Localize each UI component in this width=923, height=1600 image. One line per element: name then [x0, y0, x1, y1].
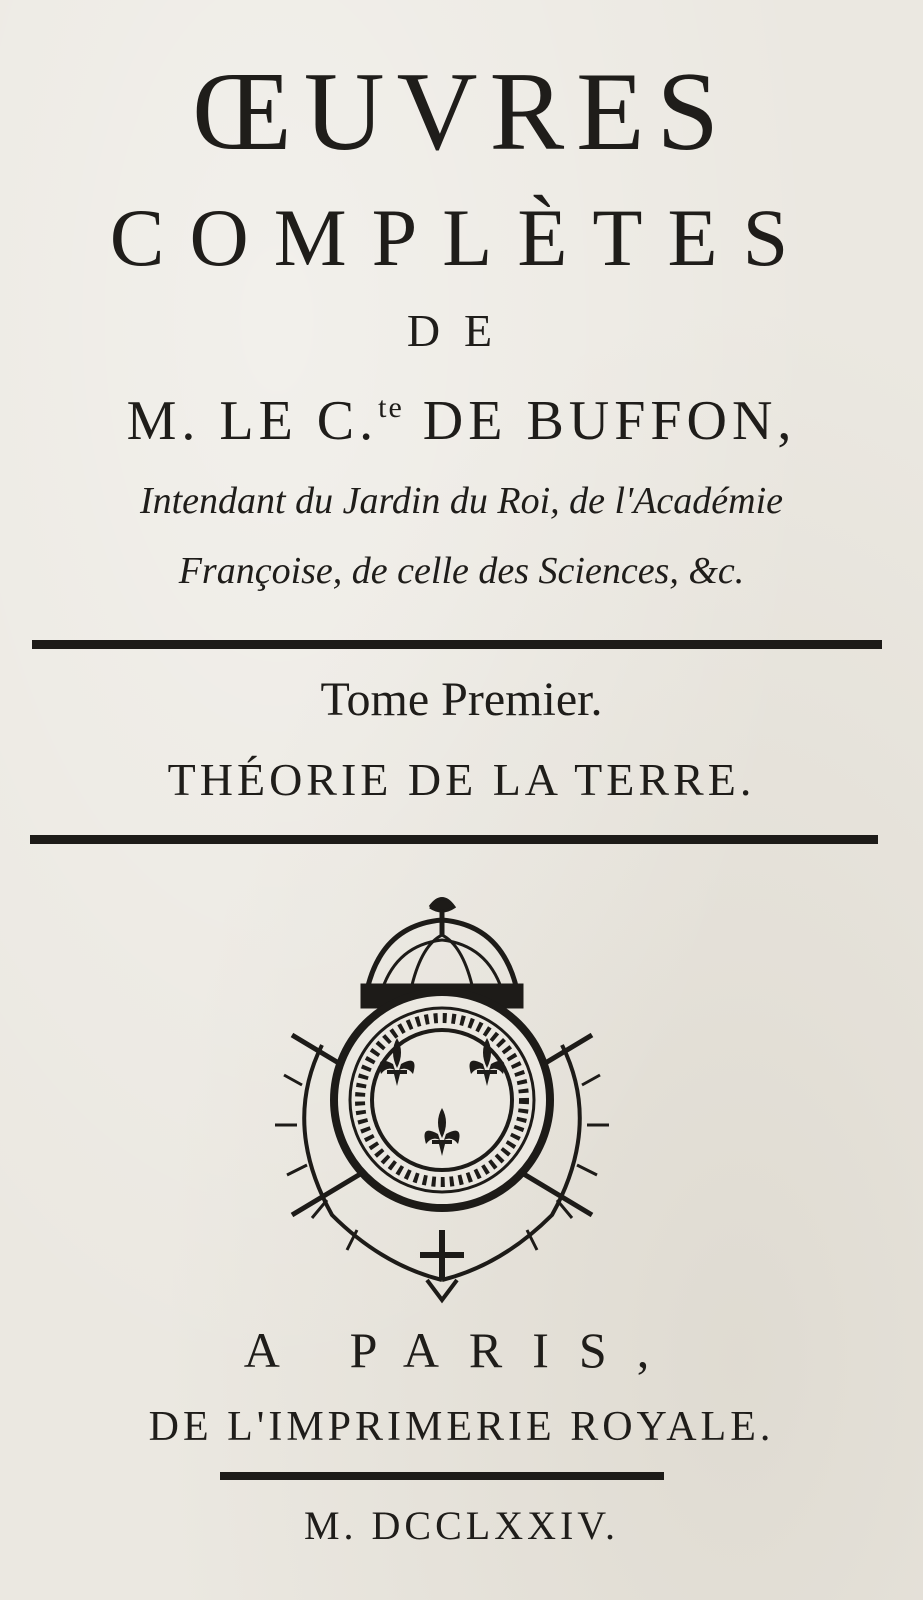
author-prefix: M. LE C. — [126, 390, 379, 452]
author-offices-line1: Intendant du Jardin du Roi, de l'Académie — [139, 480, 784, 522]
volume-number: Tome Premier. — [320, 673, 603, 726]
author-name — [0, 376, 923, 453]
author-offices-line2: Françoise, de celle des Sciences, &c. — [178, 550, 745, 592]
imprint-publisher: DE L'IMPRIMERIE ROYALE. — [148, 1404, 775, 1450]
title-completes: COMPLÈTES — [109, 192, 814, 283]
top-rule — [32, 640, 882, 649]
middle-rule — [30, 835, 878, 844]
imprint-place: A PARIS, — [243, 1322, 680, 1378]
volume-title: THÉORIE DE LA TERRE. — [167, 754, 756, 805]
imprint-date: M. DCCLXXIV. — [303, 1503, 620, 1548]
author-surname: DE BUFFON, — [403, 390, 797, 452]
bottom-rule — [220, 1472, 664, 1480]
title-oeuvres: ŒUVRES — [192, 50, 731, 174]
title-de: DE — [406, 305, 517, 356]
royal-arms-crown-fleur-de-lis-icon — [262, 885, 622, 1305]
author-title-abbrev: te — [378, 391, 404, 424]
